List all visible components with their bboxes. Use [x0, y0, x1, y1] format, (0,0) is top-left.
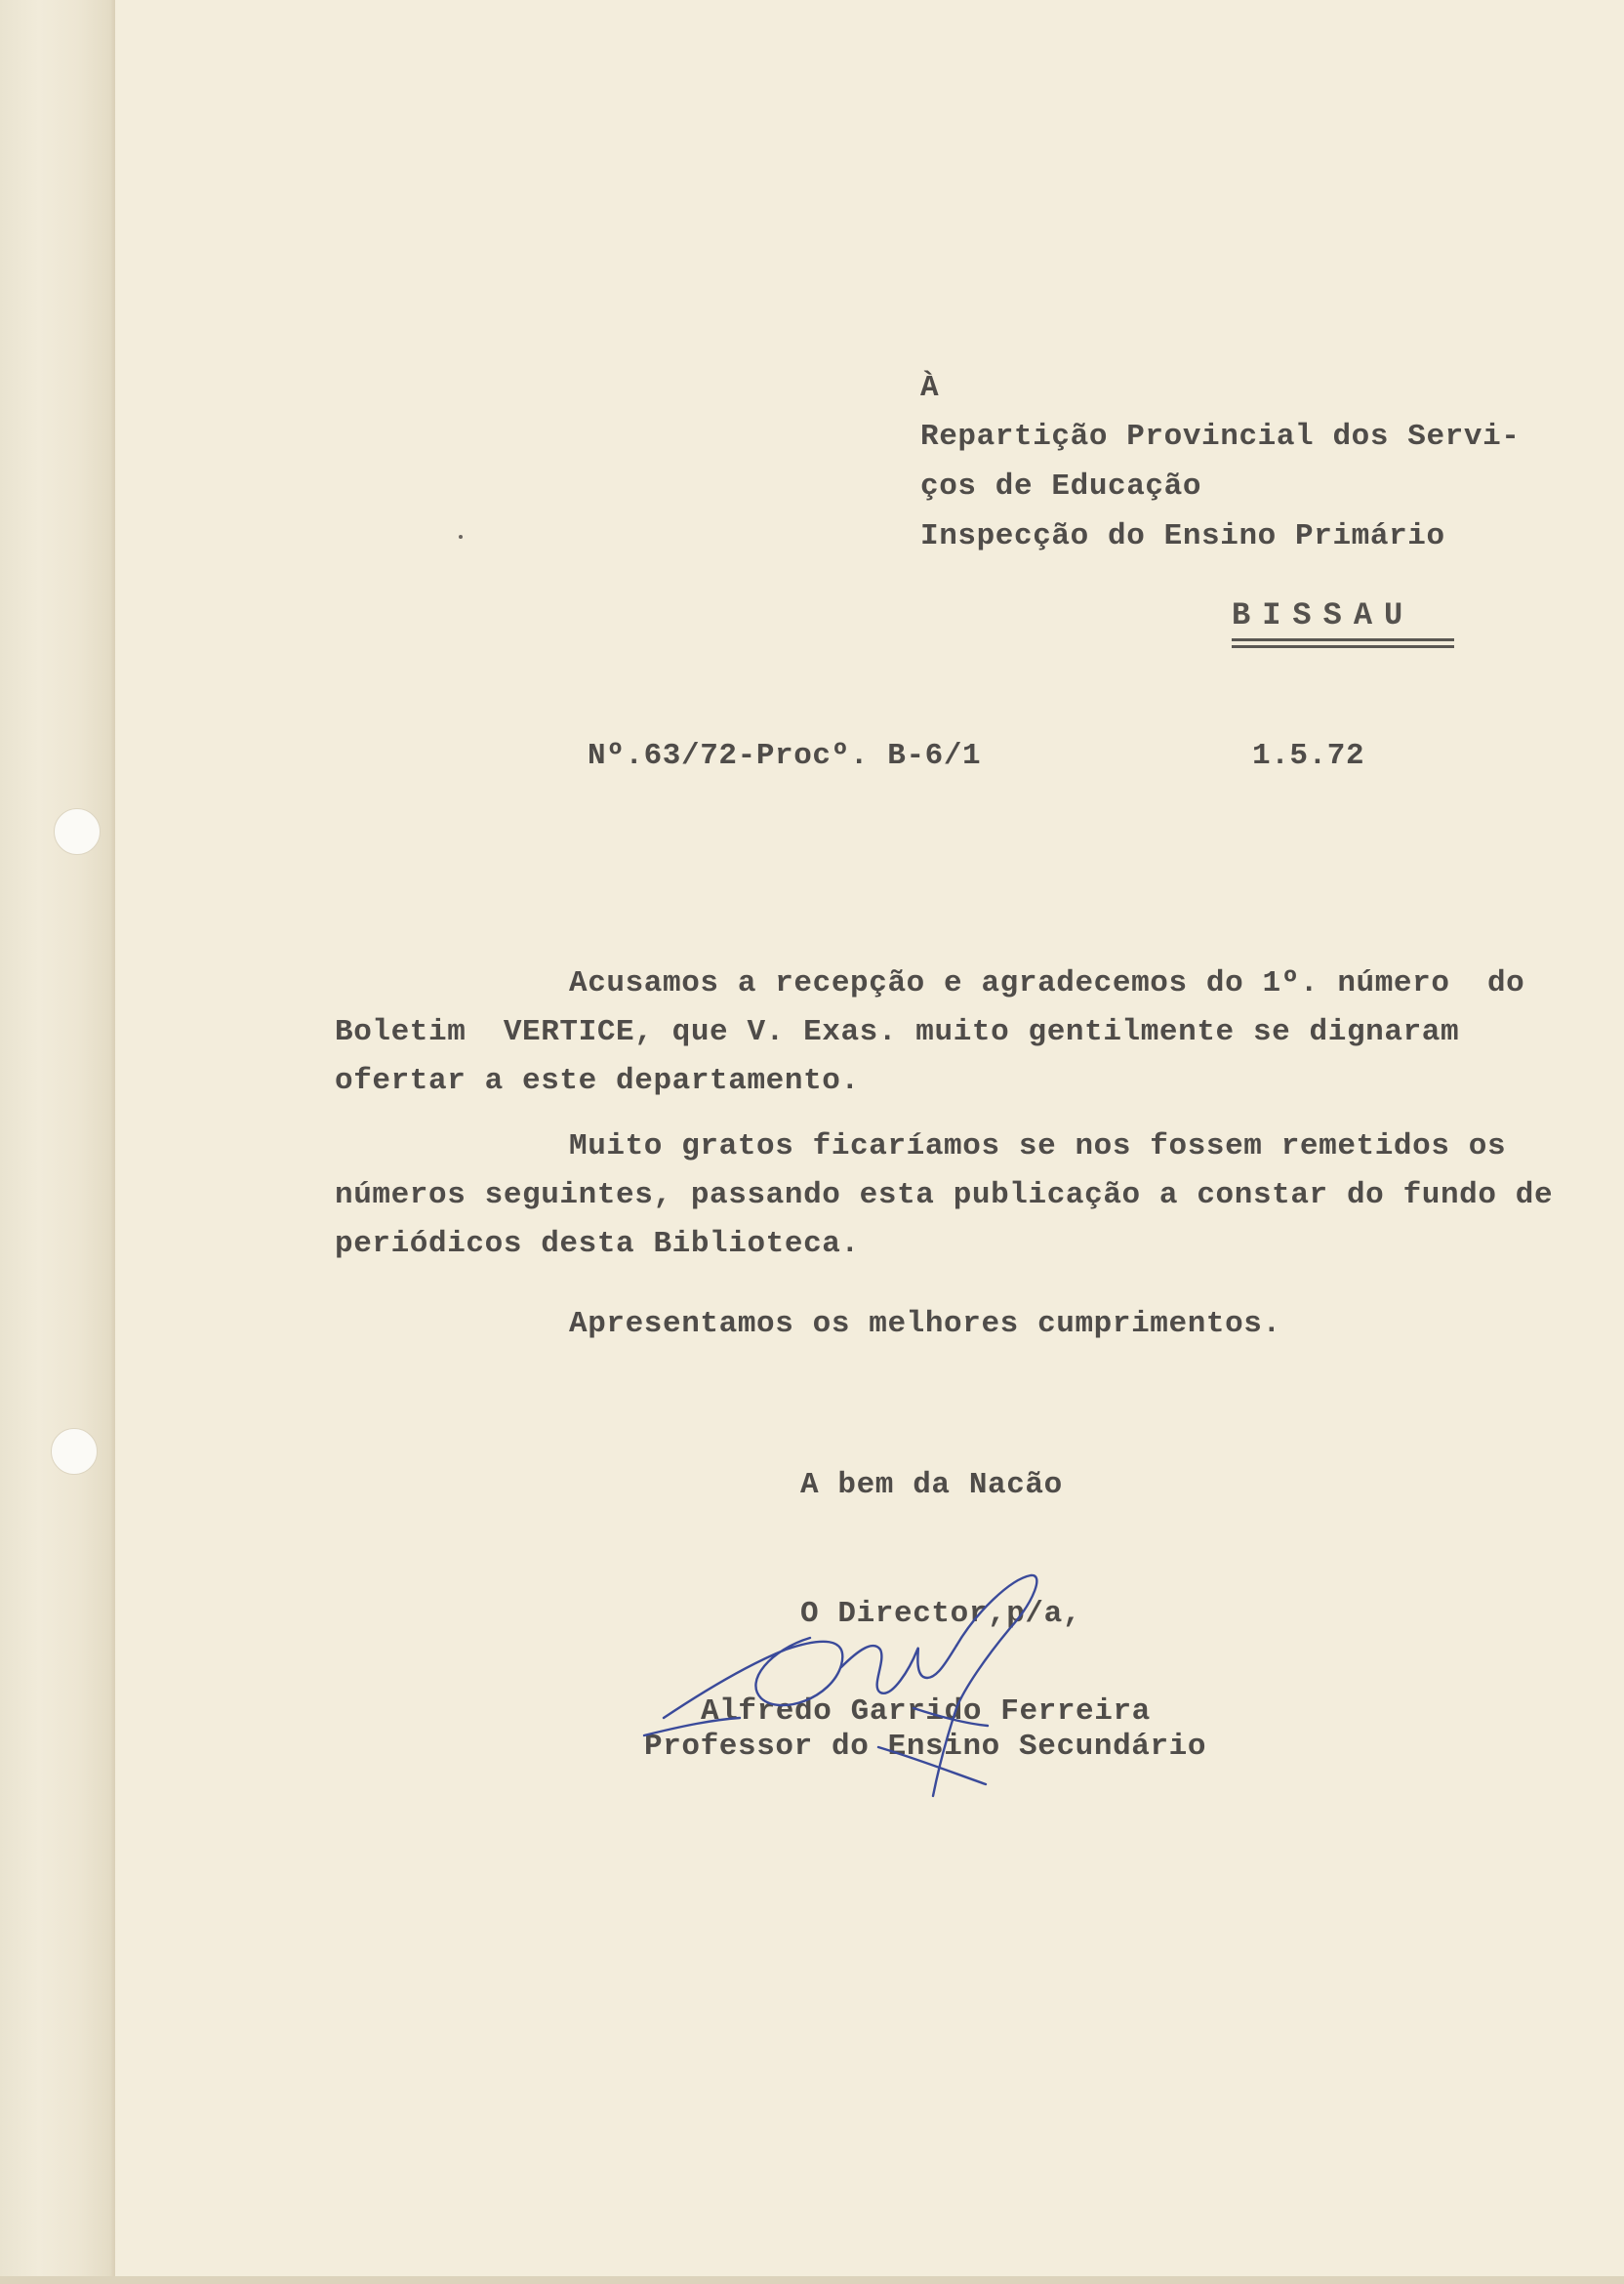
signatory-name: Alfredo Garrido Ferreira [701, 1694, 1151, 1729]
city-underline-1 [1232, 638, 1454, 641]
signatory-title: Professor do Ensino Secundário [644, 1730, 1207, 1764]
ink-speck [459, 535, 463, 539]
body-p1-line-1: Acusamos a recepção e agradecemos do 1º. número do [569, 966, 1525, 1000]
city-underline-2 [1232, 645, 1454, 648]
paper-left-edge [0, 0, 115, 2284]
punch-hole-bottom [51, 1428, 98, 1475]
recipient-prefix: À [920, 371, 940, 405]
punch-hole-top [54, 808, 101, 855]
recipient-line-1: Repartição Provincial dos Servi- [920, 420, 1521, 454]
recipient-city: BISSAU [1232, 597, 1415, 633]
body-p1-line-2: Boletim VERTICE, que V. Exas. muito gentilmente se dignaram [335, 1015, 1460, 1049]
body-p2-line-2: números seguintes, passando esta publicação a constar do fundo de [335, 1178, 1554, 1212]
body-p1-line-3: ofertar a este departamento. [335, 1064, 860, 1098]
closing-salutation: A bem da Nacão [800, 1468, 1063, 1502]
reference-date: 1.5.72 [1252, 739, 1365, 773]
body-p2-line-3: periódicos desta Biblioteca. [335, 1227, 860, 1261]
signatory-role: O Director,p/a, [800, 1597, 1082, 1631]
handwritten-signature [625, 1552, 1191, 1825]
recipient-line-2: ços de Educação [920, 469, 1202, 504]
recipient-line-3: Inspecção do Ensino Primário [920, 519, 1445, 553]
body-p2-line-1: Muito gratos ficaríamos se nos fossem remetidos os [569, 1129, 1507, 1163]
body-p3: Apresentamos os melhores cumprimentos. [569, 1307, 1281, 1341]
paper-bottom-edge [0, 2276, 1624, 2284]
reference-number: Nº.63/72-Procº. B-6/1 [588, 739, 982, 773]
